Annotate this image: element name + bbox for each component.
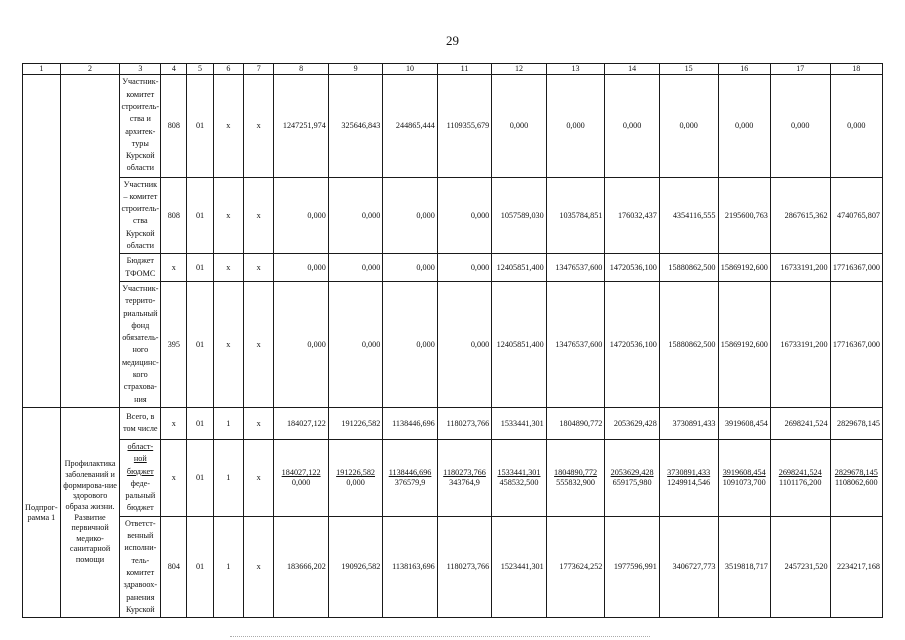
value-cell: 244865,444 [383,74,437,177]
regional-value: 2829678,145 [834,467,878,477]
code-cell: x [244,254,274,282]
federal-value: 343764,9 [449,477,480,487]
federal-value: 376579,9 [394,477,426,487]
value-cell: 1180273,766 [437,407,491,439]
federal-value: 1101176,200 [779,477,822,487]
value-cell: 0,000 [830,74,882,177]
federal-value: 0,000 [291,477,311,487]
participant-cell: Бюджет ТФОМС [120,254,161,282]
value-cell: 15869192,600 [718,281,770,407]
header-cell: 10 [383,64,437,75]
code-cell: 01 [187,74,213,177]
code-cell: x [213,74,243,177]
value-cell: 1109355,679 [437,74,491,177]
value-cell: 1247251,974 [274,74,328,177]
header-cell: 5 [187,64,213,75]
code-cell: 01 [187,407,213,439]
header-cell: 16 [718,64,770,75]
value-cell: 191226,582 [328,407,382,439]
federal-value: 0,000 [346,477,365,487]
code-cell: 01 [187,254,213,282]
value-cell: 325646,843 [328,74,382,177]
value-cell [328,439,382,516]
value-cell: 4354116,555 [659,177,718,254]
value-cell: 15880862,500 [659,254,718,282]
header-cell: 12 [492,64,546,75]
value-cell: 16733191,200 [770,281,830,407]
participant-cell: Участник-террито-риальный фонд обязатель-ного медицинс-кого страхова-ния [120,281,161,407]
value-cell: 0,000 [437,254,491,282]
participant-cell: Участник – комитет строитель-ства Курской области [120,177,161,254]
header-cell: 15 [659,64,718,75]
empty-cell [23,74,61,407]
value-cell: 3919608,454 [718,407,770,439]
budget-table [22,63,883,618]
value-cell: 190926,582 [328,516,382,617]
code-cell: x [244,177,274,254]
value-cell: 2053629,428 [605,407,659,439]
header-cell: 11 [437,64,491,75]
value-cell: 0,000 [328,177,382,254]
regional-value: 1180273,766 [443,467,486,477]
header-cell: 4 [161,64,187,75]
table-row [23,177,883,254]
code-cell: x [244,439,274,516]
table-row [23,407,883,439]
value-cell: 13476537,600 [546,254,605,282]
table-row [23,439,883,516]
code-cell: x [244,281,274,407]
value-cell: 1773624,252 [546,516,605,617]
code-cell: x [213,254,243,282]
federal-value: 1249914,546 [667,477,711,487]
code-cell: x [244,74,274,177]
federal-value: 458532,500 [499,477,539,487]
value-cell: 3730891,433 [659,407,718,439]
value-cell: 0,000 [383,281,437,407]
value-cell [437,439,491,516]
value-cell: 13476537,600 [546,281,605,407]
value-cell [830,439,882,516]
header-cell: 18 [830,64,882,75]
value-cell: 0,000 [605,74,659,177]
value-cell: 17716367,000 [830,281,882,407]
value-cell: 0,000 [328,281,382,407]
value-cell: 3406727,773 [659,516,718,617]
value-cell: 1533441,301 [492,407,546,439]
value-cell [546,439,605,516]
value-cell: 1057589,030 [492,177,546,254]
value-cell [718,439,770,516]
value-cell: 0,000 [274,281,328,407]
header-cell: 13 [546,64,605,75]
regional-value: 1533441,301 [497,467,541,477]
value-cell: 2457231,520 [770,516,830,617]
header-cell: 14 [605,64,659,75]
regional-value: 3730891,433 [667,467,711,477]
value-cell: 17716367,000 [830,254,882,282]
header-row [23,64,883,75]
value-cell: 14720536,100 [605,254,659,282]
value-cell [605,439,659,516]
header-cell: 9 [328,64,382,75]
value-cell: 0,000 [274,177,328,254]
code-cell: x [213,281,243,407]
code-cell: 01 [187,177,213,254]
subprogram-title: Профилактика заболеваний и формирова-ние здорового образа жизни. Развитие первичной медико-санитарной помощи [60,407,120,617]
subprogram-label: Подпрог-рамма 1 [23,407,61,617]
value-cell: 0,000 [383,177,437,254]
value-cell: 2829678,145 [830,407,882,439]
code-cell: 1 [213,407,243,439]
participant-cell: Ответст-венный исполни-тель-комитет здравоох-ранения Курской [120,516,161,617]
value-cell: 184027,122 [274,407,328,439]
header-cell: 1 [23,64,61,75]
value-cell: 183666,202 [274,516,328,617]
code-cell: 1 [213,439,243,516]
code-cell: 808 [161,177,187,254]
value-cell: 2867615,362 [770,177,830,254]
value-cell: 1977596,991 [605,516,659,617]
page-number: 29 [446,33,459,48]
header-cell: 17 [770,64,830,75]
value-cell: 0,000 [546,74,605,177]
header-cell: 3 [120,64,161,75]
value-cell: 0,000 [274,254,328,282]
value-cell: 2698241,524 [770,407,830,439]
federal-value: 555832,900 [556,477,595,487]
federal-value: 659175,980 [612,477,652,487]
value-cell: 0,000 [437,177,491,254]
value-cell: 15880862,500 [659,281,718,407]
value-cell [492,439,546,516]
empty-cell [60,74,120,407]
value-cell: 0,000 [770,74,830,177]
value-cell: 0,000 [328,254,382,282]
value-cell: 0,000 [492,74,546,177]
value-cell: 1804890,772 [546,407,605,439]
value-cell: 2195600,763 [718,177,770,254]
code-cell: 808 [161,74,187,177]
value-cell: 1138163,696 [383,516,437,617]
regional-value: 1138446,696 [388,467,432,477]
value-cell: 1035784,851 [546,177,605,254]
code-cell: x [244,516,274,617]
table-row [23,74,883,177]
participant-cell: Участник-комитет строитель-ства и архитек-туры Курской области [120,74,161,177]
value-cell: 15869192,600 [718,254,770,282]
value-cell: 14720536,100 [605,281,659,407]
value-cell: 16733191,200 [770,254,830,282]
value-cell: 12405851,400 [492,281,546,407]
value-cell [274,439,328,516]
value-cell: 176032,437 [605,177,659,254]
value-cell [659,439,718,516]
table-row [23,281,883,407]
regional-budget-label: област-ной бюджет [126,441,154,476]
regional-value: 184027,122 [281,467,321,477]
participant-cell: Всего, в том числе [120,407,161,439]
code-cell: x [161,439,187,516]
value-cell: 2234217,168 [830,516,882,617]
federal-value: 1108062,600 [834,477,878,487]
value-cell: 1180273,766 [437,516,491,617]
code-cell: x [244,407,274,439]
code-cell: 01 [187,439,213,516]
value-cell: 0,000 [659,74,718,177]
code-cell: 1 [213,516,243,617]
bottom-dotted-rule [230,636,650,637]
value-cell: 0,000 [383,254,437,282]
code-cell: 395 [161,281,187,407]
value-cell: 12405851,400 [492,254,546,282]
regional-value: 1804890,772 [554,467,598,477]
federal-budget-label: феде-ральный бюджет [125,478,156,513]
federal-value: 1091073,700 [722,477,766,487]
value-cell [770,439,830,516]
value-cell: 1523441,301 [492,516,546,617]
code-cell: x [161,254,187,282]
table-row [23,516,883,617]
regional-value: 191226,582 [336,467,376,477]
code-cell: x [213,177,243,254]
budget-source-cell [120,439,161,516]
code-cell: 01 [187,516,213,617]
regional-value: 2053629,428 [610,467,654,477]
regional-value: 2698241,524 [778,467,822,477]
value-cell: 0,000 [437,281,491,407]
header-cell: 8 [274,64,328,75]
header-cell: 7 [244,64,274,75]
regional-value: 3919608,454 [722,467,766,477]
code-cell: x [161,407,187,439]
value-cell: 3519818,717 [718,516,770,617]
table-row [23,254,883,282]
value-cell: 0,000 [718,74,770,177]
value-cell: 4740765,807 [830,177,882,254]
header-cell: 6 [213,64,243,75]
value-cell: 1138446,696 [383,407,437,439]
header-cell: 2 [60,64,120,75]
code-cell: 804 [161,516,187,617]
value-cell [383,439,437,516]
code-cell: 01 [187,281,213,407]
